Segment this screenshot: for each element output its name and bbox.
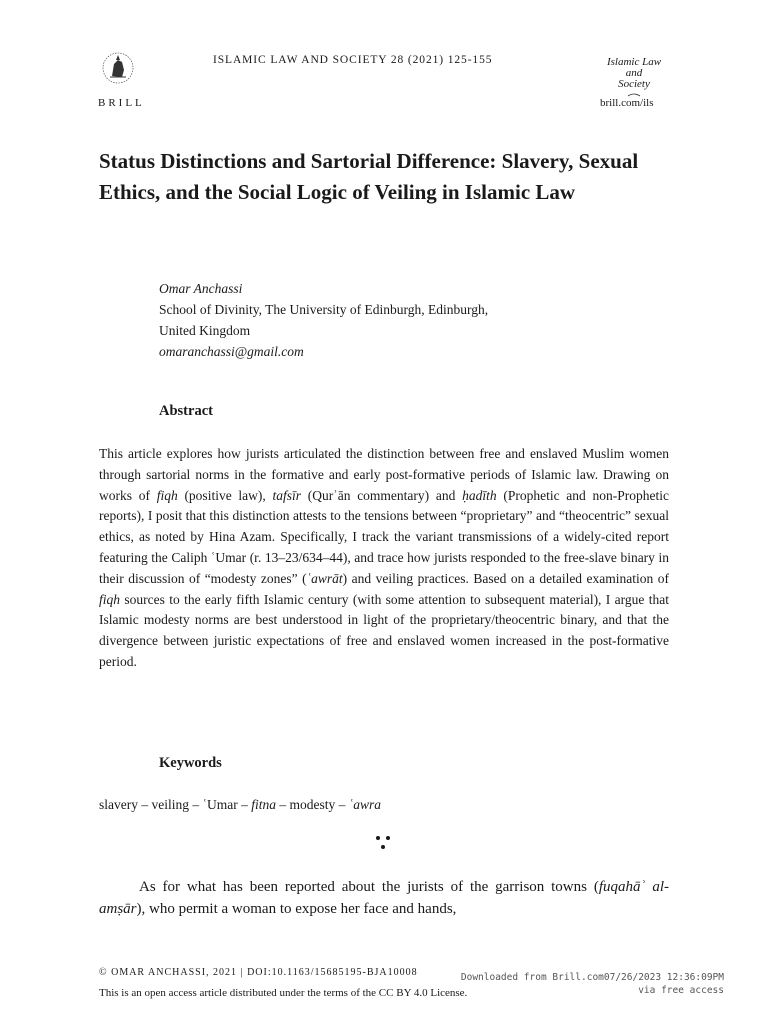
footer-license-notice: This is an open access article distributed under the terms of the CC BY 4.0 License. [99,987,468,999]
keywords-heading: Keywords [159,755,222,771]
author-affiliation: School of Divinity, The University of Edinburgh, Edinburgh, [159,302,489,317]
abstract-text [99,444,669,673]
abstract-text-run: ) and veiling practices. Based on a detailed examination of [342,570,670,586]
abstract-heading: Abstract [159,403,213,419]
abstract-text-run: sources to the early fifth Islamic century (with some attention to subsequent material), I argue that Islamic modesty norms are best understood in light of the proprietary/theocentric binary, and that the divergence between juristic expectations of free and enslaved women increased in the post-formative period. [99,591,669,669]
author-block [159,278,488,362]
download-stamp [433,971,724,997]
brill-seal-icon [96,46,146,90]
abstract-term: fiqh [99,591,121,607]
journal-logo-line: and [625,67,643,79]
article-title: Status Distinctions and Sartorial Difference: Slavery, Sexual Ethics, and the Social Logic of Veiling in Islamic Law [99,149,639,204]
abstract-term: ḥadīth [462,487,497,503]
abstract-text-run: (Qurʾān commentary) and [301,487,463,503]
abstract-term: fiqh [156,487,178,503]
author-email-link[interactable]: omaranchassi@gmail.com [159,344,304,359]
three-dot-ornament-icon [372,832,394,854]
journal-logo-line: Society [618,78,650,90]
author-affiliation-country: United Kingdom [159,323,251,338]
body-text-run: ), who permit a woman to expose her face and hands, [136,900,457,917]
abstract-text-run: This article explores how jurists articulated the distinction between free and enslaved Muslim women through sartorial norms in the formative and early post-formative periods of Islamic law. Drawing on works of [99,446,669,503]
journal-logo [594,57,674,101]
abstract-text-run: (positive law), [177,487,273,503]
footer-copyright-doi: © OMAR ANCHASSI, 2021 | DOI:10.1163/15685195-BJA10008 [99,967,418,978]
journal-url-link[interactable]: brill.com/ils [600,97,654,109]
keyword-term: fitna [251,797,276,812]
keyword-run: slavery – veiling – ʿUmar – [99,797,252,812]
body-paragraph [99,877,669,920]
keyword-run: – modesty – [275,797,349,812]
abstract-term: tafsīr [272,487,302,503]
keyword-term: ʿawra [348,797,381,812]
download-stamp-line: Downloaded from Brill.com07/26/2023 12:36:09PM [460,972,724,983]
author-name: Omar Anchassi [159,281,243,296]
download-stamp-line: via free access [638,985,724,996]
journal-citation: ISLAMIC LAW AND SOCIETY 28 (2021) 125-155 [213,54,493,66]
body-text-run: As for what has been reported about the jurists of the garrison towns ( [139,879,599,895]
body-term: fuqahāʾ al-amṣār [99,879,670,917]
keywords-list [99,797,381,813]
abstract-term: ʿawrāt [306,570,343,586]
abstract-text-run: (Prophetic and non-Prophetic reports), I posit that this distinction attests to the tensions between “proprietary” and “theocentric” sexual ethics, as noted by Hina Azam. Specifically, I track the variant transmissions of a widely-cited report featuring the Caliph ʿUmar (r. 13–23/634–44), and trace how jurists responded to the free-slave binary in their discussion of “modesty zones” ( [99,487,670,586]
publisher-name: BRILL [98,97,145,109]
journal-logo-line: Islamic Law [606,56,662,68]
